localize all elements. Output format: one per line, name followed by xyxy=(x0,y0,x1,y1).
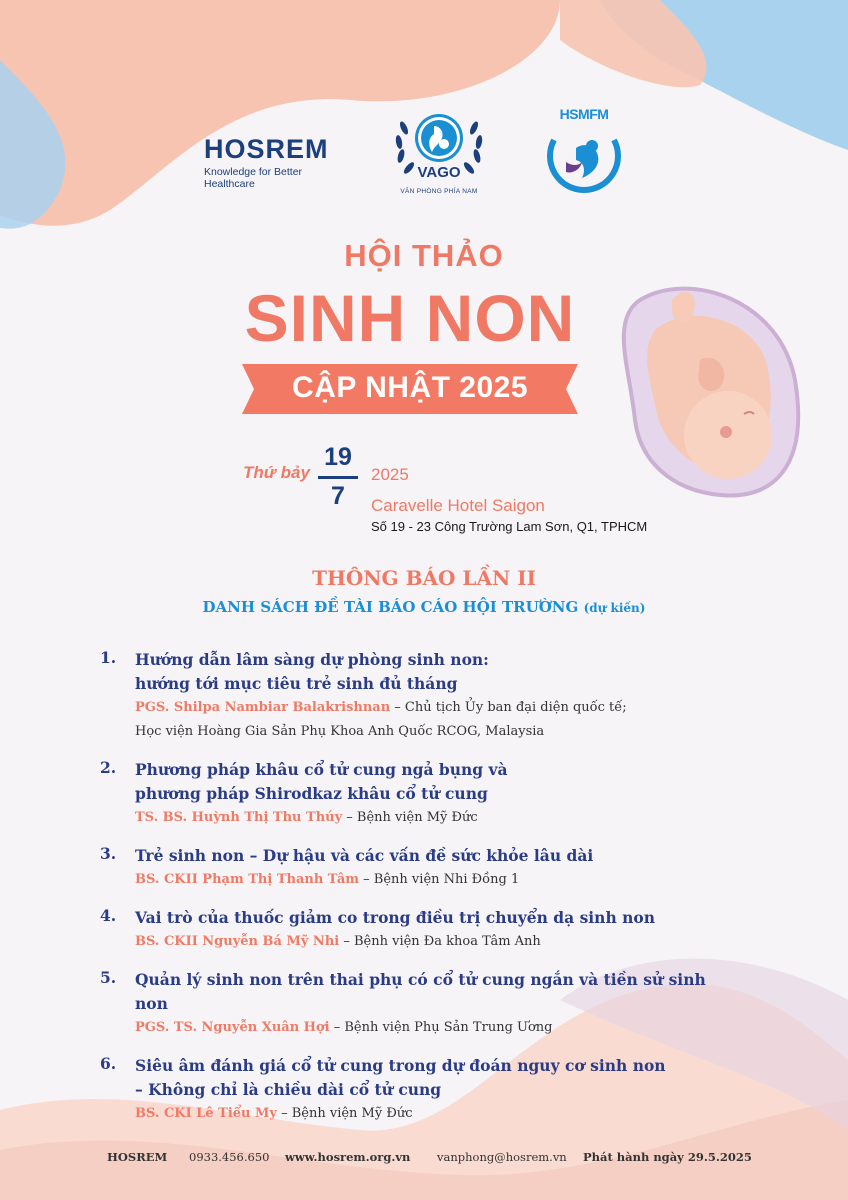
vago-subtitle: VĂN PHÒNG PHÍA NAM xyxy=(400,188,478,195)
speaker-affiliation-continued: Học viện Hoàng Gia Sản Phụ Khoa Anh Quốc RCOG, Malaysia xyxy=(135,724,545,739)
topic-speaker-line xyxy=(135,696,740,720)
event-title-line2: SINH NON xyxy=(244,281,576,355)
announcement-subtitle-text: DANH SÁCH ĐỀ TÀI BÁO CÁO HỘI TRƯỜNG xyxy=(202,598,579,616)
vago-emblem-icon xyxy=(388,106,490,198)
footer-phone[interactable]: 0933.456.650 xyxy=(189,1150,270,1164)
speaker-name: TS. BS. Huỳnh Thị Thu Thúy xyxy=(135,810,343,825)
hsmfm-emblem-icon xyxy=(536,104,632,198)
speaker-affiliation: – Bệnh viện Mỹ Đức xyxy=(276,1106,413,1121)
topic-number: 3. xyxy=(100,844,117,863)
speaker-name: BS. CKII Nguyễn Bá Mỹ Nhi xyxy=(135,934,340,949)
topic-title-line: Phương pháp khâu cổ tử cung ngả bụng và xyxy=(135,760,508,779)
event-day: 19 xyxy=(324,443,352,471)
topic-speaker-line xyxy=(135,930,740,954)
event-month: 7 xyxy=(331,482,345,510)
topic-title-line: Hướng dẫn lâm sàng dự phòng sinh non: xyxy=(135,650,489,669)
topic-title-line: phương pháp Shirodkaz khâu cổ tử cung xyxy=(135,784,488,803)
topic-item-3 xyxy=(100,844,740,892)
event-address: Số 19 - 23 Công Trường Lam Sơn, Q1, TPHCM xyxy=(371,519,648,534)
event-year: 2025 xyxy=(371,465,409,484)
topic-number: 6. xyxy=(100,1054,117,1073)
topic-item-5 xyxy=(100,968,740,1040)
topic-item-6 xyxy=(100,1054,740,1126)
vago-logo xyxy=(388,106,490,198)
announcement-subtitle-note: (dự kiến) xyxy=(583,601,646,615)
hsmfm-wordmark: HSMFM xyxy=(559,106,609,122)
event-title-banner xyxy=(242,364,578,414)
topic-item-2 xyxy=(100,758,740,830)
speaker-name: BS. CKI Lê Tiểu My xyxy=(135,1106,277,1121)
speaker-affiliation: – Bệnh viện Nhi Đồng 1 xyxy=(359,872,520,887)
topic-speaker-line xyxy=(135,868,740,892)
hosrem-logo xyxy=(204,134,354,190)
event-venue: Caravelle Hotel Saigon xyxy=(371,496,545,515)
topic-title-line: Siêu âm đánh giá cổ tử cung trong dự đoán nguy cơ sinh non xyxy=(135,1056,666,1075)
topic-number: 5. xyxy=(100,968,117,987)
hsmfm-logo xyxy=(536,104,632,198)
topic-title-line: – Không chỉ là chiều dài cổ tử cung xyxy=(135,1080,442,1099)
speaker-name: PGS. TS. Nguyễn Xuân Hợi xyxy=(135,1020,330,1035)
topic-number: 2. xyxy=(100,758,117,777)
speaker-affiliation: – Bệnh viện Phụ Sản Trung Ương xyxy=(329,1020,553,1035)
event-weekday: Thứ bảy xyxy=(243,463,310,482)
announcement-title: THÔNG BÁO LẦN II xyxy=(312,566,536,590)
footer-org: HOSREM xyxy=(107,1150,168,1164)
topic-title-line: Quản lý sinh non trên thai phụ có cổ tử cung ngắn và tiền sử sinh non xyxy=(135,970,706,1013)
announcement-subtitle xyxy=(0,598,848,616)
topic-title-line: Trẻ sinh non – Dự hậu và các vấn đề sức khỏe lâu dài xyxy=(135,846,594,865)
topic-speaker-line xyxy=(135,1102,740,1126)
vago-wordmark: VAGO xyxy=(417,164,461,181)
topic-speaker-line xyxy=(135,806,740,830)
topic-item-4 xyxy=(100,906,740,954)
speaker-name: BS. CKII Phạm Thị Thanh Tâm xyxy=(135,872,360,887)
hosrem-tagline: Knowledge for Better Healthcare xyxy=(204,166,303,190)
footer-website-link[interactable]: www.hosrem.org.vn xyxy=(285,1150,411,1164)
footer-email-link[interactable]: vanphong@hosrem.vn xyxy=(437,1150,567,1164)
hosrem-wordmark: HOSREM xyxy=(204,134,329,164)
event-title-banner-text: CẬP NHẬT 2025 xyxy=(291,371,529,404)
speaker-affiliation: – Bệnh viện Đa khoa Tâm Anh xyxy=(339,934,541,949)
topic-number: 4. xyxy=(100,906,117,925)
speaker-affiliation: – Bệnh viện Mỹ Đức xyxy=(342,810,478,825)
topic-title-line: Vai trò của thuốc giảm co trong điều trị chuyển dạ sinh non xyxy=(135,908,655,927)
event-title-line1: HỘI THẢO xyxy=(344,238,504,273)
topic-item-1 xyxy=(100,648,740,744)
topic-number: 1. xyxy=(100,648,117,667)
speaker-name: PGS. Shilpa Nambiar Balakrishnan xyxy=(135,700,391,715)
speaker-affiliation: – Chủ tịch Ủy ban đại diện quốc tế; xyxy=(390,700,627,715)
topic-speaker-line xyxy=(135,1016,740,1040)
date-divider xyxy=(318,476,358,479)
topic-list xyxy=(100,648,740,1140)
topic-title-line: hướng tới mục tiêu trẻ sinh đủ tháng xyxy=(135,674,458,693)
footer-release-date: Phát hành ngày 29.5.2025 xyxy=(583,1150,752,1164)
